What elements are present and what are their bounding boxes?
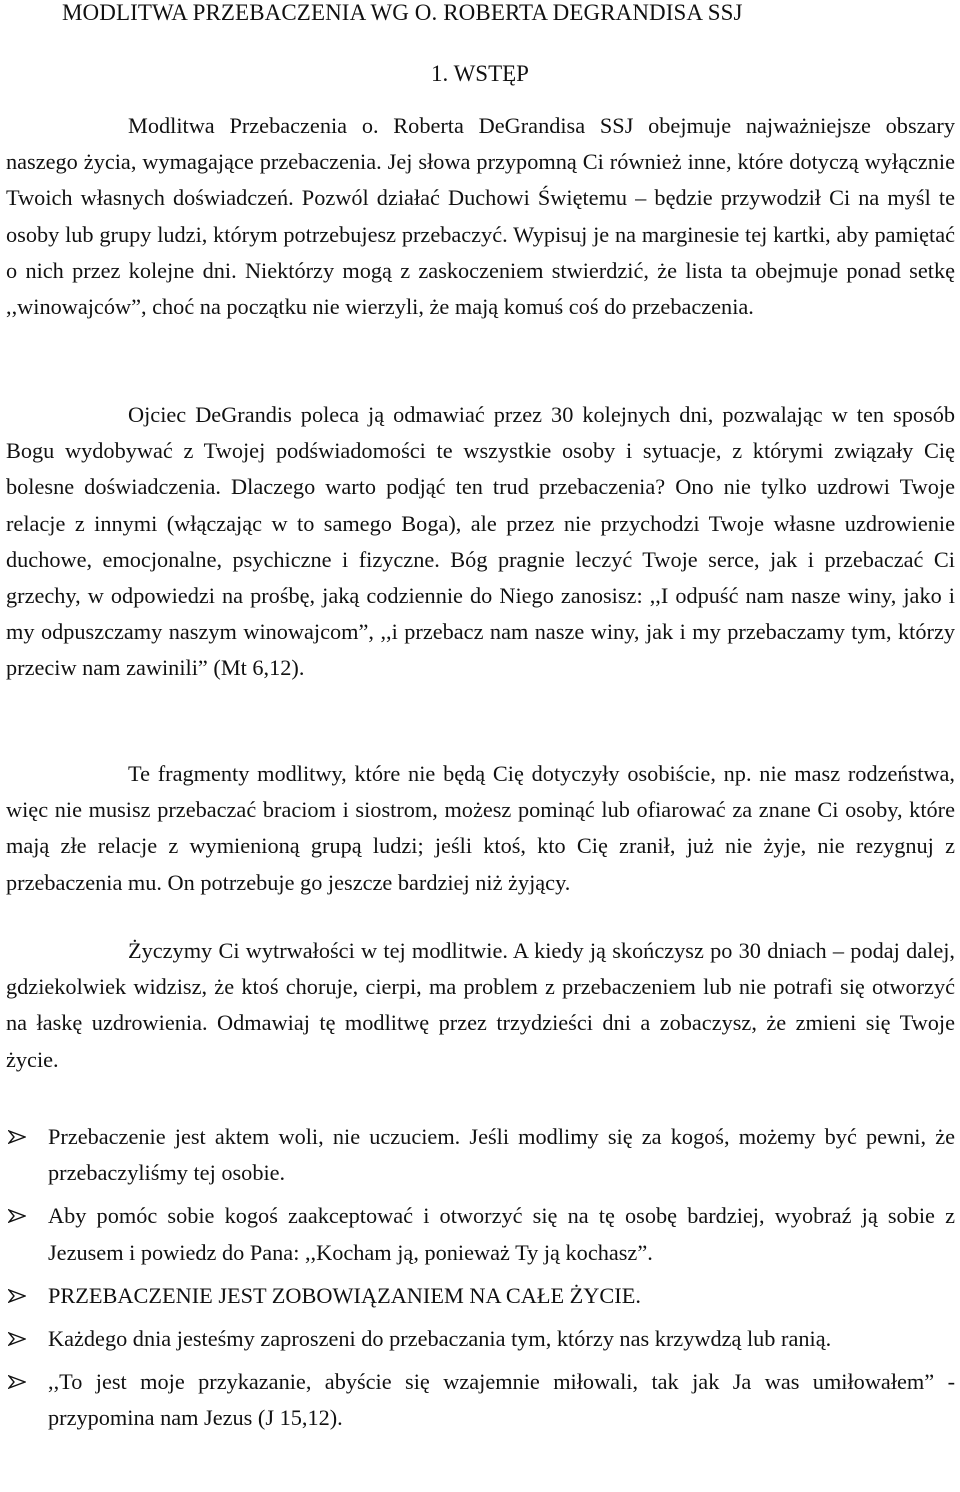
bullet-item bbox=[0, 1278, 955, 1314]
paragraph-degrandis-recommendation: Ojciec DeGrandis poleca ją odmawiać przez 30 kolejnych dni, pozwalając w ten sposób Bogu wydobywać z Twojej podświadomości te wszystkie osoby i sytuacje, z którymi związały Cię bolesne doświadczenia. Dlaczego warto podjąć ten trud przebaczenia? Ono nie tylko uzdrowi Twoje relacje z innymi (włączając w to samego Boga), ale przez nie przychodzi Twoje własne uzdrowienie duchowe, emocjonalne, psychiczne i fizyczne. Bóg pragnie leczyć Twoje serce, jak i przebaczać Ci grzechy, w odpowiedzi na prośbę, jaką codziennie do Niego zanosisz: ,,I odpuść nam nasze winy, jako i my odpuszczamy naszym winowajcom”, ,,i przebacz nam nasze winy, jak i my przebaczamy tym, którzy przeciw nam zawinili” (Mt 6,12). bbox=[6, 402, 955, 681]
arrowhead-bullet-icon bbox=[8, 1375, 26, 1389]
arrowhead-bullet-icon bbox=[8, 1130, 26, 1144]
bullet-text: Aby pomóc sobie kogoś zaakceptować i otworzyć się na tę osobę bardziej, wyobraź ją sobie z Jezusem i powiedz do Pana: ,,Kocham ją, ponieważ Ty ją kochasz”. bbox=[48, 1203, 955, 1265]
bullet-text: Przebaczenie jest aktem woli, nie uczuciem. Jeśli modlimy się za kogoś, możemy być pewni, że przebaczyliśmy tej osobie. bbox=[48, 1124, 955, 1186]
arrowhead-bullet-icon bbox=[8, 1289, 26, 1303]
bullet-item bbox=[0, 1364, 955, 1436]
bullet-list bbox=[0, 1119, 960, 1437]
document-title: MODLITWA PRZEBACZENIA WG O. ROBERTA DEGRANDISA SSJ bbox=[62, 0, 743, 25]
bullet-text: ,,To jest moje przykazanie, abyście się wzajemnie miłowali, tak jak Ja was umiłowałem” - przypomina nam Jezus (J 15,12). bbox=[48, 1369, 955, 1431]
bullet-text: Każdego dnia jesteśmy zaproszeni do przebaczania tym, którzy nas krzywdzą lub ranią. bbox=[48, 1326, 832, 1352]
bullet-text: PRZEBACZENIE JEST ZOBOWIĄZANIEM NA CAŁE ŻYCIE. bbox=[48, 1282, 641, 1308]
arrowhead-bullet-icon bbox=[8, 1209, 26, 1223]
bullet-item bbox=[0, 1119, 955, 1191]
paragraph-perseverance: Życzymy Ci wytrwałości w tej modlitwie. A kiedy ją skończysz po 30 dniach – podaj dalej, gdziekolwiek widzisz, że ktoś choruje, cierpi, ma problem z przebaczeniem lub nie potrafi się otworzyć na łaskę uzdrowienia. Odmawiaj tę modlitwę przez trzydzieści dni a zobaczysz, że zmieni się Twoje życie. bbox=[6, 938, 955, 1072]
arrowhead-bullet-icon bbox=[8, 1332, 26, 1346]
paragraph-fragments: Te fragmenty modlitwy, które nie będą Cię dotyczyły osobiście, np. nie masz rodzeństwa, więc nie musisz przebaczać braciom i siostrom, możesz pominąć lub ofiarować za znane Ci osoby, które mają złe relacje z wymienioną grupą ludzi; jeśli ktoś, kto Cię zranił, już nie żyje, nie rezygnuj z przebaczenia mu. On potrzebuje go jeszcze bardziej niż żyjący. bbox=[6, 761, 955, 895]
bullet-item bbox=[0, 1198, 955, 1270]
bullet-item bbox=[0, 1321, 955, 1357]
paragraph-intro: Modlitwa Przebaczenia o. Roberta DeGrandisa SSJ obejmuje najważniejsze obszary naszego życia, wymagające przebaczenia. Jej słowa przypomną Ci również inne, które dotyczą wyłącznie Twoich własnych doświadczeń. Pozwól działać Duchowi Świętemu – będzie przywodził Ci na myśl te osoby lub grupy ludzi, którym potrzebujesz przebaczyć. Wypisuj je na marginesie tej kartki, aby pamiętać o nich przez kolejne dni. Niektórzy mogą z zaskoczeniem stwierdzić, że lista ta obejmuje ponad setkę ,,winowajców”, choć na początku nie wierzyli, że mają komuś coś do przebaczenia. bbox=[6, 113, 955, 320]
section-heading: 1. WSTĘP bbox=[431, 61, 529, 86]
